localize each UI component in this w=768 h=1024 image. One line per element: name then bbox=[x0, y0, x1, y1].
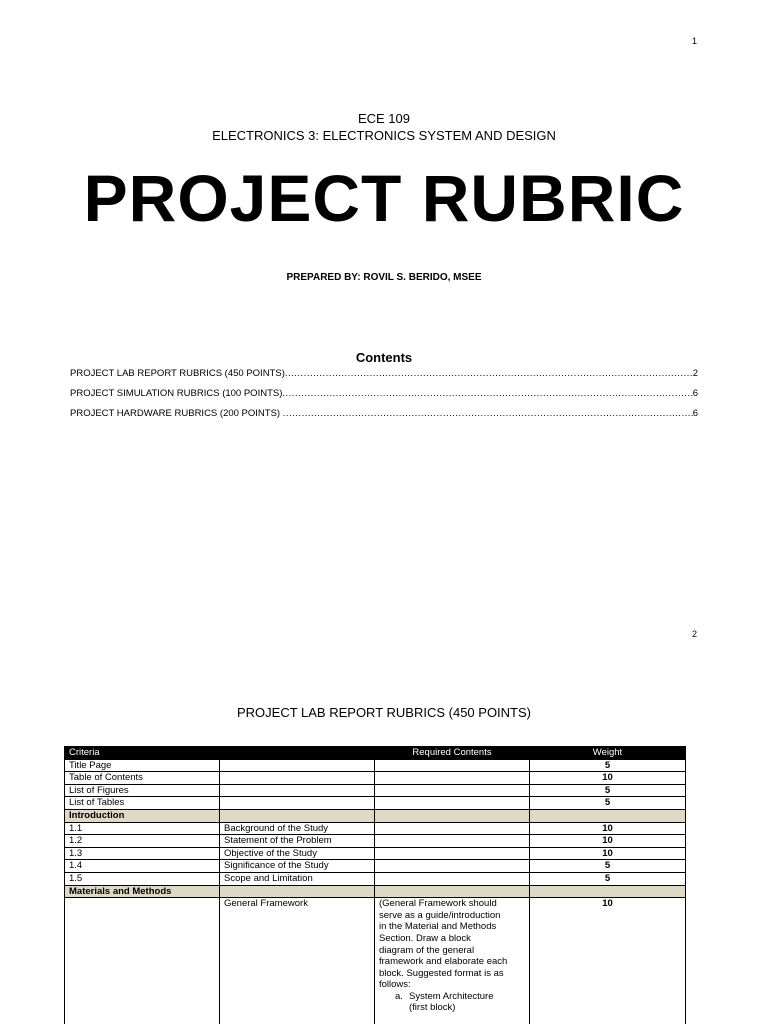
weight-cell: 10 bbox=[530, 835, 686, 848]
page-number: 2 bbox=[691, 629, 697, 639]
contents-list bbox=[379, 991, 525, 1014]
weight-cell: 5 bbox=[530, 784, 686, 797]
weight-cell: 5 bbox=[530, 797, 686, 810]
required-contents-cell bbox=[375, 898, 530, 1024]
section-label: Materials and Methods bbox=[65, 885, 220, 898]
weight-cell: 5 bbox=[530, 759, 686, 772]
table-of-contents bbox=[70, 368, 698, 428]
criteria-cell: 1.4 bbox=[65, 860, 220, 873]
table-row-general-framework bbox=[65, 898, 686, 1024]
toc-leader bbox=[282, 388, 692, 399]
toc-item[interactable] bbox=[70, 368, 698, 388]
criteria-cell: 1.2 bbox=[65, 835, 220, 848]
subcriteria-cell bbox=[220, 772, 375, 785]
toc-item-page: 6 bbox=[692, 408, 698, 419]
toc-leader bbox=[283, 408, 693, 419]
table-row bbox=[65, 872, 686, 885]
weight-cell: 5 bbox=[530, 872, 686, 885]
course-code: ECE 109 bbox=[357, 111, 411, 126]
criteria-cell bbox=[65, 898, 220, 1024]
contents-line: in the Material and Methods bbox=[379, 921, 497, 933]
toc-item-title: PROJECT HARDWARE RUBRICS (200 POINTS) bbox=[70, 408, 283, 419]
toc-heading: Contents bbox=[355, 350, 413, 365]
rubric-table bbox=[64, 746, 686, 1024]
section-row bbox=[65, 885, 686, 898]
subcriteria-cell: Significance of the Study bbox=[220, 860, 375, 873]
course-title: ELECTRONICS 3: ELECTRONICS SYSTEM AND DESIGN bbox=[212, 128, 556, 143]
required-contents-cell bbox=[375, 835, 530, 848]
section-title: PROJECT LAB REPORT RUBRICS (450 POINTS) bbox=[236, 705, 532, 720]
toc-item-page: 2 bbox=[692, 368, 698, 379]
header-criteria: Criteria bbox=[65, 747, 220, 760]
section-row bbox=[65, 809, 686, 822]
subcriteria-cell bbox=[220, 784, 375, 797]
header-required-contents: Required Contents bbox=[375, 747, 530, 760]
weight-cell: 5 bbox=[530, 860, 686, 873]
empty-cell bbox=[530, 809, 686, 822]
header-weight: Weight bbox=[530, 747, 686, 760]
weight-cell: 10 bbox=[530, 772, 686, 785]
criteria-cell: List of Tables bbox=[65, 797, 220, 810]
contents-line: (General Framework should bbox=[379, 898, 497, 910]
toc-item[interactable] bbox=[70, 388, 698, 408]
empty-cell bbox=[530, 885, 686, 898]
list-item-text bbox=[409, 991, 493, 1014]
criteria-cell: 1.1 bbox=[65, 822, 220, 835]
subcriteria-cell: General Framework bbox=[220, 898, 375, 1024]
list-line: System Architecture bbox=[409, 990, 494, 1002]
required-contents-cell bbox=[375, 860, 530, 873]
contents-line: follows: bbox=[379, 979, 411, 991]
toc-item[interactable] bbox=[70, 408, 698, 428]
subcriteria-cell: Scope and Limitation bbox=[220, 872, 375, 885]
empty-cell bbox=[375, 885, 530, 898]
list-item bbox=[395, 991, 525, 1014]
toc-item-title: PROJECT LAB REPORT RUBRICS (450 POINTS) bbox=[70, 368, 285, 379]
table-row bbox=[65, 847, 686, 860]
criteria-cell: 1.5 bbox=[65, 872, 220, 885]
page-number: 1 bbox=[691, 36, 697, 46]
contents-line: Section. Draw a block bbox=[379, 932, 471, 944]
weight-cell: 10 bbox=[530, 898, 686, 1024]
empty-cell bbox=[220, 809, 375, 822]
header-blank bbox=[220, 747, 375, 760]
table-header-row bbox=[65, 747, 686, 760]
table-row bbox=[65, 784, 686, 797]
contents-line: diagram of the general bbox=[379, 944, 475, 956]
table-row bbox=[65, 772, 686, 785]
subcriteria-cell: Background of the Study bbox=[220, 822, 375, 835]
required-contents-cell bbox=[375, 772, 530, 785]
subcriteria-cell bbox=[220, 759, 375, 772]
document-title: PROJECT RUBRIC bbox=[83, 161, 685, 235]
list-marker: a. bbox=[395, 990, 403, 1002]
weight-cell: 10 bbox=[530, 822, 686, 835]
contents-line: framework and elaborate each bbox=[379, 956, 508, 968]
empty-cell bbox=[375, 809, 530, 822]
required-contents-cell bbox=[375, 872, 530, 885]
required-contents-cell bbox=[375, 759, 530, 772]
required-contents-cell bbox=[375, 822, 530, 835]
required-contents-cell bbox=[375, 847, 530, 860]
list-line: (first block) bbox=[409, 1002, 456, 1014]
contents-line: serve as a guide/introduction bbox=[379, 909, 501, 921]
section-label: Introduction bbox=[65, 809, 220, 822]
contents-line: block. Suggested format is as bbox=[379, 967, 504, 979]
criteria-cell: Title Page bbox=[65, 759, 220, 772]
subcriteria-cell: Objective of the Study bbox=[220, 847, 375, 860]
table-row bbox=[65, 860, 686, 873]
required-contents-cell bbox=[375, 797, 530, 810]
prepared-by: PREPARED BY: ROVIL S. BERIDO, MSEE bbox=[286, 272, 482, 283]
criteria-cell: List of Figures bbox=[65, 784, 220, 797]
toc-item-title: PROJECT SIMULATION RUBRICS (100 POINTS) bbox=[70, 388, 283, 399]
table-row bbox=[65, 759, 686, 772]
subcriteria-cell bbox=[220, 797, 375, 810]
table-row bbox=[65, 835, 686, 848]
subcriteria-cell: Statement of the Problem bbox=[220, 835, 375, 848]
table-row bbox=[65, 797, 686, 810]
table-row bbox=[65, 822, 686, 835]
toc-leader bbox=[285, 368, 693, 379]
toc-item-page: 6 bbox=[692, 388, 698, 399]
criteria-cell: 1.3 bbox=[65, 847, 220, 860]
empty-cell bbox=[220, 885, 375, 898]
required-contents-cell bbox=[375, 784, 530, 797]
weight-cell: 10 bbox=[530, 847, 686, 860]
criteria-cell: Table of Contents bbox=[65, 772, 220, 785]
